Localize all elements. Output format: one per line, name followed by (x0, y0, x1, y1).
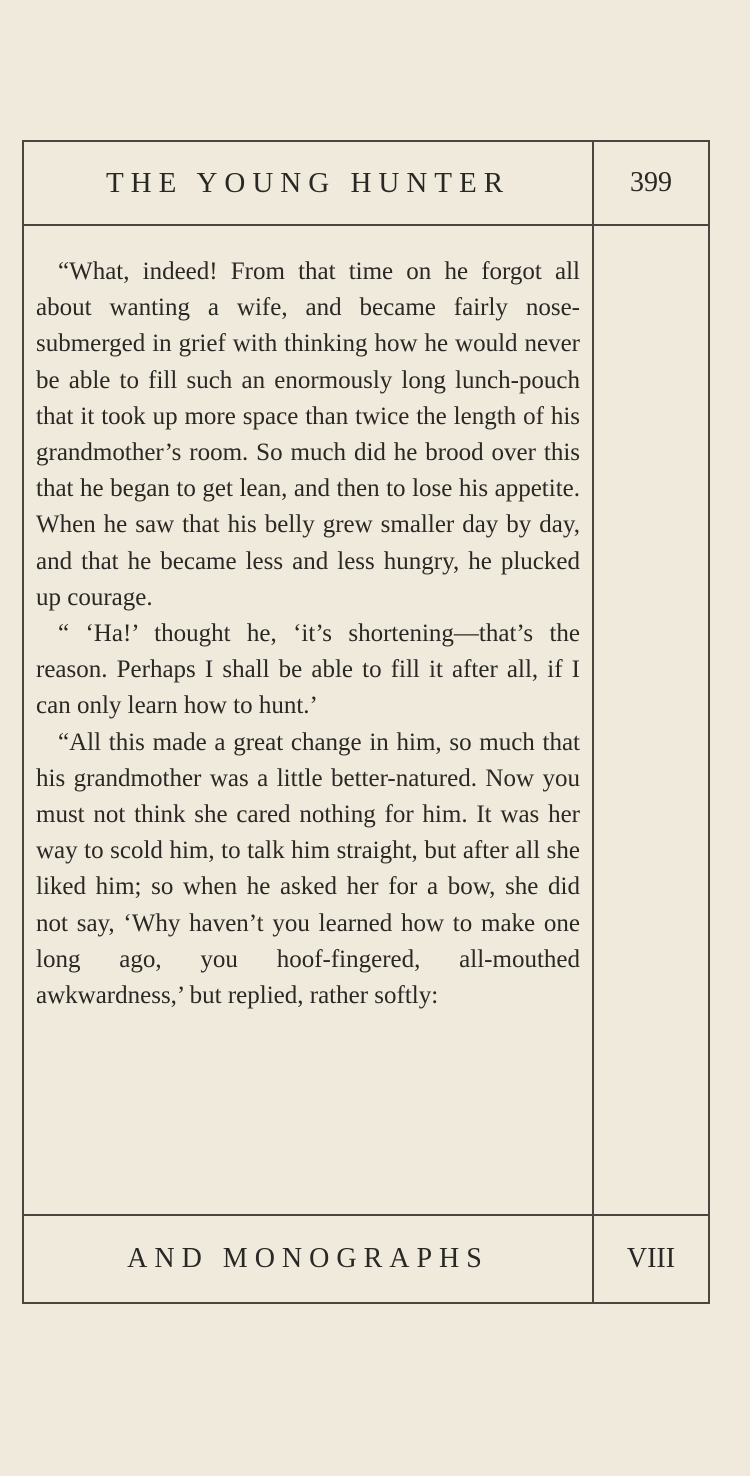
margin-column-rule (592, 142, 594, 1302)
header-rule (24, 224, 708, 226)
body-text (36, 254, 580, 1014)
book-page-frame (22, 140, 710, 1304)
volume-number: VIII (626, 1243, 676, 1274)
paragraph-2: “ ‘Ha!’ thought he, ‘it’s shortening—that’s the reason. Perhaps I shall be able to fill it after all, if I can only learn how to hunt.’ (36, 620, 580, 720)
paragraph-1: “What, indeed! From that time on he forgot all about wanting a wife, and became fairly nose-submerged in grief with thinking how he would never be able to fill such an enormously long lunch-pouch that it took up more space than twice the length of his grandmother’s room. So much did he brood over this that he began to get lean, and then to lose his appetite. When he saw that his belly grew smaller day by day, and that he became less and less hungry, he plucked up courage. (36, 258, 580, 611)
running-head-title: THE YOUNG HUNTER (105, 166, 511, 199)
page-number: 399 (630, 167, 672, 198)
paragraph-3: “All this made a great change in him, so much that his grandmother was a little better-natured. Now you must not think she cared nothing for him. It was her way to scold him, to talk him straight, but after all she liked him; so when he asked her for a bow, she did not say, ‘Why haven’t you learned how to make one long ago, you hoof-fingered, all-mouthed awkwardness,’ but replied, rather softly: (36, 728, 580, 1010)
series-title: AND MONOGRAPHS (127, 1243, 489, 1274)
